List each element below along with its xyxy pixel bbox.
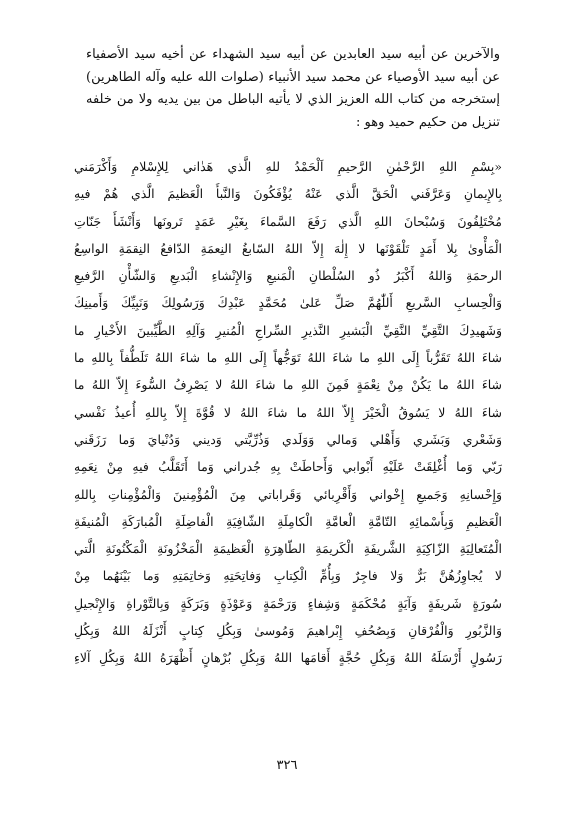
prayer-line: وَشَهيدِكَ التَّقِيِّ النَّقِيِّ الْبَشيرِ النَّذيرِ السِّراجِ الْمُنيرِ وَآلِهِ الطَّيِّبينَ الأَخْيارِ ما xyxy=(74,322,502,338)
prayer-line: شاءَ اللهُ لا يَسُوقُ الْخَيْرَ إِلاّ اللهُ ما شاءَ اللهُ لا قُوَّةَ إِلاّ بِاللهِ أُعيذُ نَفْسي xyxy=(74,404,502,420)
page-number: ٣٢٦ xyxy=(276,758,298,773)
prayer-line: شاءَ اللهُ ما يَكُنْ مِنْ نِعْمَةٍ فَمِنَ اللهِ ما شاءَ اللهُ لا يَصْرِفُ السُّوءَ إِلاّ اللهُ ما xyxy=(74,377,502,393)
prayer-line: لا يُجاوِزُهُنَّ بَرٌّ وَلا فاجِرٌ وَبِأُمِّ الْكِتابِ وَفاتِحَتِهِ وَخاتِمَتِهِ وَما بَيْنَهُما مِنْ xyxy=(74,568,502,584)
prayer-line: «بِسْمِ اللهِ الرَّحْمٰنِ الرَّحيمِ اَلْحَمْدُ للهِ الَّذي هَدٰاني لِلإِسْلامِ وَأَكْرَمَني xyxy=(74,159,502,174)
prayer-line: وَشَعْري وَبَشَري وَأَهْلي وَمالي وَوَلَدي وَذُرِّيَّتي وَديني وَدُنْيايَ وَما رَزَقَني xyxy=(74,431,502,447)
prayer-line: سُورَةٍ شَريفَةٍ وَآيَةٍ مُحْكَمَةٍ وَشِفاءٍ وَرَحْمَةٍ وَعَوْذَةٍ وَبَرَكَةٍ وَبِالتَّوْراةِ وَالإِنْجيلِ xyxy=(74,595,502,611)
prayer-line: الرحمَةِ وَاللهُ أَكْبَرُ ذُو السُلْطانِ الْمَنيعِ وَالإِنْشاءِ الْبَديعِ وَالشّأْنِ الرَّفيعِ xyxy=(74,268,502,284)
prayer-line: الْعَظيمِ وَبِأَسْمائِهِ التّامَّةِ الْعامَّةِ الْكامِلَةِ الشّافِيَةِ الْفاضِلَةِ الْمُبارَكَةِ الْمُنيفَةِ xyxy=(74,513,502,529)
prayer-line: مُخْتَلِفُونَ وَسُبْحانَ اللهِ الَّذي رَفَعَ السَّماءَ بِغَيْرِ عَمَدٍ تَرونَها وَأَنْشَأَ جَنّاتِ xyxy=(74,213,502,229)
prayer-text xyxy=(74,153,502,672)
prayer-line: وَإِحْسانِهِ وَجَميعِ إِخْواني وَأَقْرِبائي وَقَراباتي مِنَ الْمُؤْمِنينَ وَالْمُؤْمِناتِ بِاللهِ xyxy=(74,486,502,502)
intro-paragraph: والآخرين عن أبيه سيد العابدين عن أبيه سيد الشهداء عن أخيه سيد الأصفياء عن أبيه سيد الأوصياء عن محمد سيد الأنبياء (صلوات الله عليه وآله الطاهرين) إستخرجه من كتاب الله العزيز الذي لا يأتيه الباطل من بين يديه ولا من خلفه تنزيل من حكيم حميد وهو : xyxy=(86,47,500,130)
prayer-line: بِالإِيمانِ وَعَرَّفَني الْحَقَّ الَّذي عَنْهُ يُؤْفَكُونَ وَالنَّبأَ الْعَظيمَ الَّذي هُمْ فيهِ xyxy=(74,186,502,202)
prayer-line: الْمَأْوىٰ بِلا أَمَدٍ تَلْقَوْنَها لا إِلٰهَ إِلاّ اللهُ السّابغُ النِعمَةِ الدّافعُ النِقمَةِ الواسِعُ xyxy=(74,240,502,256)
prayer-line: رَبّي وَما أُغْلِقَتْ عَلَيْهِ أَبْوابي وَأَحاطَتْ بِهِ جُدراني وَما أَتَقَلَّبُ فيهِ مِنْ نِعَمِهِ xyxy=(74,459,502,475)
prayer-line: رَسُولٍ أَرْسَلَهُ اللهُ وَبِكُلِ حُجَّةٍ أَقامَها اللهُ وَبِكُلِ بُرْهانٍ أَظْهَرَهُ اللهُ وَبِكُلِ آلاءِ xyxy=(74,650,502,666)
prayer-line: الْمُتَعالِيَةِ الزّاكِيَةِ الشَّريفَةِ الْكَريمَةِ الطّاهِرَةِ الْعَظيمَةِ الْمَخْزُونَةِ الْمَكْنُونَةِ الَّتي xyxy=(74,541,502,557)
prayer-line: شاءَ اللهُ تَقَرُّباً إِلَى اللهِ ما شاءَ اللهُ تَوَجُّهاً إِلَى اللهِ ما شاءَ اللهُ تَلَطُّفاً بِاللهِ ما xyxy=(74,350,502,366)
prayer-line: وَالْحِسابِ السَّريعِ أَللّٰهُمَّ صَلِّ عَلىٰ مُحَمَّدٍ عَبْدِكَ وَرَسُولِكَ وَنَبِيِّكَ وَأَمينِكَ xyxy=(74,295,502,311)
prayer-line: وَالزَّبُورِ وَالْفُرْقانِ وَبِصُحُفِ إِبْراهيمَ وَمُوسىٰ وَبِكُلِ كِتابٍ أَنْزَلَهُ اللهُ وَبِكُلِ xyxy=(74,623,502,639)
